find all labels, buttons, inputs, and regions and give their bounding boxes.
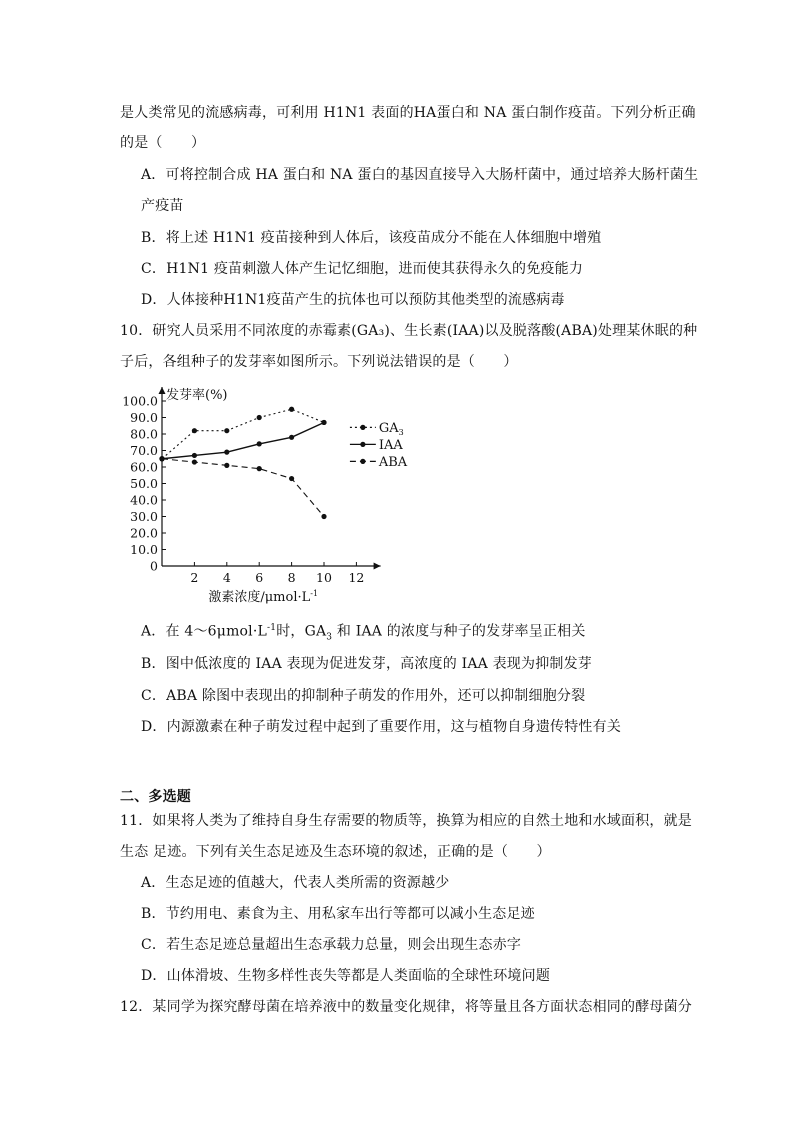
data-point-iaa bbox=[321, 420, 326, 425]
q9-stem-line2: 的是（ ） bbox=[120, 135, 206, 151]
q10-option-a-sub: 3 bbox=[326, 632, 333, 643]
y-tick-label: 100.0 bbox=[122, 393, 158, 409]
x-tick-label: 12 bbox=[348, 570, 365, 585]
legend-label-iaa: IAA bbox=[378, 437, 403, 453]
data-point-iaa bbox=[257, 441, 262, 446]
q10-option-c: C．ABA 除图中表现出的抑制种子萌发的作用外，还可以抑制细胞分裂 bbox=[141, 688, 586, 704]
q9-option-b: B．将上述 H1N1 疫苗接种到人体后，该疫苗成分不能在人体细胞中增殖 bbox=[141, 230, 602, 246]
x-axis-title: 激素浓度$/\mu mol\cdot L^{-1}$ bbox=[208, 589, 319, 605]
data-point-ga bbox=[224, 428, 229, 433]
data-point-ga bbox=[192, 428, 197, 433]
y-tick-label: 10.0 bbox=[130, 542, 158, 557]
q10-option-b: B．图中低浓度的 IAA 表现为促进发芽，高浓度的 IAA 表现为抑制发芽 bbox=[141, 656, 592, 672]
q10-stem-line2: 子后，各组种子的发芽率如图所示。下列说法错误的是（ ） bbox=[120, 354, 518, 370]
data-point-iaa bbox=[289, 435, 294, 440]
x-axis-arrow bbox=[374, 563, 381, 570]
y-axis-arrow bbox=[159, 387, 166, 394]
x-tick-label: 6 bbox=[255, 570, 264, 585]
q10-option-a-post: 和 IAA 的浓度与种子的发芽率呈正相关 bbox=[332, 623, 586, 640]
legend-marker-aba bbox=[360, 459, 365, 464]
data-point-aba bbox=[289, 476, 294, 481]
legend-marker-ga bbox=[360, 425, 365, 430]
y-tick-label: 40.0 bbox=[130, 492, 158, 508]
data-point-iaa bbox=[224, 450, 229, 455]
q10-option-a-mid: 时，GA bbox=[276, 623, 327, 640]
section-heading: 二、多选题 bbox=[120, 789, 191, 805]
q10-option-a bbox=[141, 619, 586, 646]
y-tick-label: 50.0 bbox=[130, 476, 158, 491]
y-tick-label: 20.0 bbox=[130, 525, 158, 541]
q10-option-d: D．内源激素在种子萌发过程中起到了重要作用，这与植物自身遗传特性有关 bbox=[141, 719, 622, 735]
q11-option-c: C．若生态足迹总量超出生态承载力总量，则会出现生态赤字 bbox=[141, 937, 522, 953]
legend-marker-iaa bbox=[360, 442, 365, 447]
legend-label-ga: $GA_3$ bbox=[378, 420, 404, 437]
q11-stem-line2: 生态 足迹。下列有关生态足迹及生态环境的叙述，正确的是（ ） bbox=[120, 844, 551, 860]
data-point-ga bbox=[257, 415, 262, 420]
y-tick-label: 0 bbox=[150, 558, 158, 574]
y-tick-label: 60.0 bbox=[130, 459, 158, 475]
y-tick-label: 80.0 bbox=[130, 426, 158, 442]
q9-option-d: D．人体接种H1N1疫苗产生的抗体也可以预防其他类型的流感病毒 bbox=[141, 292, 565, 308]
q10-stem-line1: 10．研究人员采用不同浓度的赤霉素(GA₃)、生长素(IAA)以及脱落酸(ABA)处理某休眠的种 bbox=[120, 323, 698, 339]
x-tick-label: 10 bbox=[316, 570, 332, 585]
x-axis-title-sup: -1 bbox=[310, 589, 319, 598]
data-point-aba bbox=[321, 514, 326, 519]
q9-option-a: A．可将控制合成 HA 蛋白和 NA 蛋白的基因直接导入大肠杆菌中，通过培养大肠杆菌生 bbox=[141, 167, 699, 183]
q10-option-a-pre: A．在 4～6μmol·L bbox=[141, 623, 268, 640]
legend-label-aba: ABA bbox=[378, 454, 408, 470]
x-tick-label: 4 bbox=[222, 570, 231, 585]
y-axis-title: 发芽率(%) bbox=[166, 388, 228, 403]
q11-stem-line1: 11．如果将人类为了维持自身生存需要的物质等，换算为相应的自然土地和水域面积，就是 bbox=[120, 813, 693, 829]
q11-option-b: B．节约用电、素食为主、用私家车出行等都可以减小生态足迹 bbox=[141, 906, 535, 922]
q9-stem-line1: 是人类常见的流感病毒，可利用 H1N1 表面的HA蛋白和 NA 蛋白制作疫苗。下列分析正确 bbox=[120, 105, 696, 121]
data-point-iaa bbox=[192, 453, 197, 458]
germination-rate-chart bbox=[122, 378, 430, 605]
data-point-aba bbox=[192, 459, 197, 464]
data-point-aba bbox=[224, 463, 229, 468]
data-point-aba bbox=[257, 466, 262, 471]
q10-option-a-sup: -1 bbox=[267, 623, 277, 633]
q12-stem-line1: 12．某同学为探究酵母菌在培养液中的数量变化规律，将等量且各方面状态相同的酵母菌分 bbox=[120, 999, 693, 1015]
data-point-aba bbox=[159, 456, 164, 461]
q9-option-c: C．H1N1 疫苗刺激人体产生记忆细胞，进而使其获得永久的免疫能力 bbox=[141, 261, 584, 277]
series-line-aba bbox=[162, 459, 324, 517]
data-point-ga bbox=[289, 407, 294, 412]
q9-option-a-cont: 产疫苗 bbox=[141, 198, 184, 214]
q11-option-d: D．山体滑坡、生物多样性丧失等都是人类面临的全球性环境问题 bbox=[141, 968, 551, 984]
legend-label-sub: 3 bbox=[398, 427, 404, 437]
y-tick-label: 70.0 bbox=[130, 443, 158, 458]
x-tick-label: 8 bbox=[287, 570, 296, 585]
y-tick-label: 30.0 bbox=[130, 509, 158, 524]
x-tick-label: 2 bbox=[190, 570, 199, 585]
y-tick-label: 90.0 bbox=[130, 410, 158, 425]
series-line-iaa bbox=[162, 422, 324, 458]
q11-option-a: A．生态足迹的值越大，代表人类所需的资源越少 bbox=[141, 875, 450, 891]
